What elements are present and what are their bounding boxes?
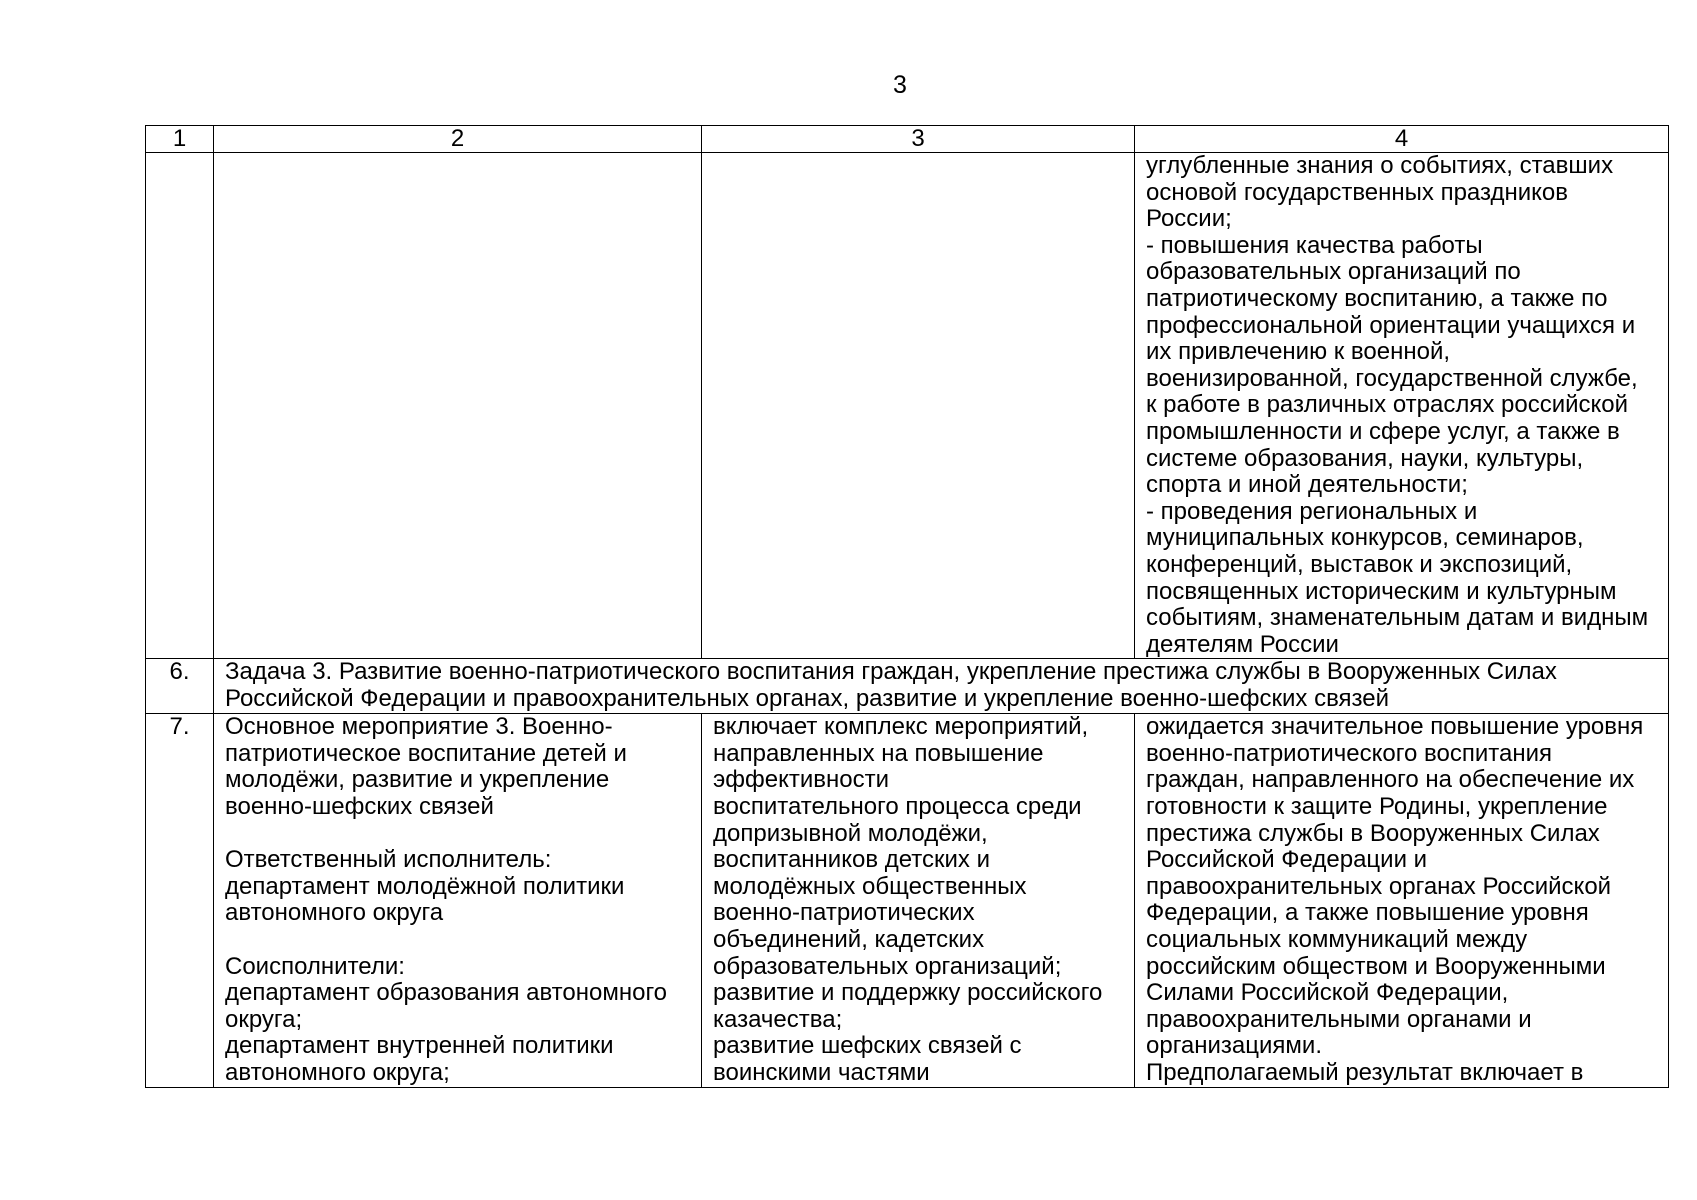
row-number: 6. bbox=[146, 659, 214, 714]
row-number: 7. bbox=[146, 714, 214, 1087]
header-col-2: 2 bbox=[214, 126, 702, 153]
task-text-cell bbox=[214, 659, 1669, 714]
cell-expected-result bbox=[1135, 714, 1669, 1087]
program-activities-table bbox=[145, 125, 1669, 1088]
cell-activity bbox=[214, 153, 702, 659]
expected-result-text: ожидается значительное повышение уровня военно-патриотического воспитания граждан, направленного на обеспечение их готовности к защите Родины, укрепление престижа службы в Вооруженных Силах Российской Федерации и правоохранительных органах Российской Федерации, а также повышение уровня социальных коммуникаций между российским обществом и Вооруженными Силами Российской Федерации, правоохранительными органами и организациями. Предполагаемый результат включает в bbox=[1146, 713, 1644, 1086]
spacer bbox=[225, 927, 690, 954]
table-row-continuation bbox=[146, 153, 1669, 659]
description-text: включает комплекс мероприятий, направленных на повышение эффективности воспитательного процесса среди допризывной молодёжи, воспитанников детских и молодёжных общественных военно-патриотических объединений, кадетских образовательных организаций; развитие и поддержку российского казачества; развитие шефских связей с воинскими частями bbox=[713, 713, 1103, 1086]
table-header-row bbox=[146, 126, 1669, 153]
task-text: Задача 3. Развитие военно-патриотического воспитания граждан, укрепление престижа службы в Вооруженных Силах Российской Федерации и правоохранительных органах, развитие и укрепление военно-шефских связей bbox=[225, 658, 1557, 712]
cell-description bbox=[702, 153, 1135, 659]
cell-number bbox=[146, 153, 214, 659]
header-col-4: 4 bbox=[1135, 126, 1669, 153]
coexecutors-label: Соисполнители: bbox=[225, 952, 405, 980]
activity-title: Основное мероприятие 3. Военно- патриотическое воспитание детей и молодёжи, развитие и укрепление военно-шефских связей bbox=[225, 713, 627, 821]
responsible-executor: департамент молодёжной политики автономного округа bbox=[225, 872, 625, 927]
cell-activity bbox=[214, 714, 702, 1087]
responsible-label: Ответственный исполнитель: bbox=[225, 846, 552, 874]
cell-expected-result bbox=[1135, 153, 1669, 659]
spacer bbox=[225, 821, 690, 848]
header-col-3: 3 bbox=[702, 126, 1135, 153]
table-row-main-activity-3 bbox=[146, 714, 1669, 1087]
table-row-task-3 bbox=[146, 659, 1669, 714]
cell-description bbox=[702, 714, 1135, 1087]
expected-result-text: углубленные знания о событиях, ставших основой государственных праздников России; - повышения качества работы образовательных организаций по патриотическому воспитанию, а также по профессиональной ориентации учащихся и их привлечению к военной, военизированной, государственной службе, к работе в различных отраслях российской промышленности и сфере услуг, а также в системе образования, науки, культуры, спорта и иной деятельности; - проведения региональных и муниципальных конкурсов, семинаров, конференций, выставок и экспозиций, посвященных историческим и культурным событиям, знаменательным датам и видным деятелям России bbox=[1146, 152, 1649, 658]
header-col-1: 1 bbox=[146, 126, 214, 153]
page-number: 3 bbox=[893, 71, 907, 99]
coexecutors: департамент образования автономного округа; департамент внутренней политики автономного округа; bbox=[225, 979, 668, 1086]
